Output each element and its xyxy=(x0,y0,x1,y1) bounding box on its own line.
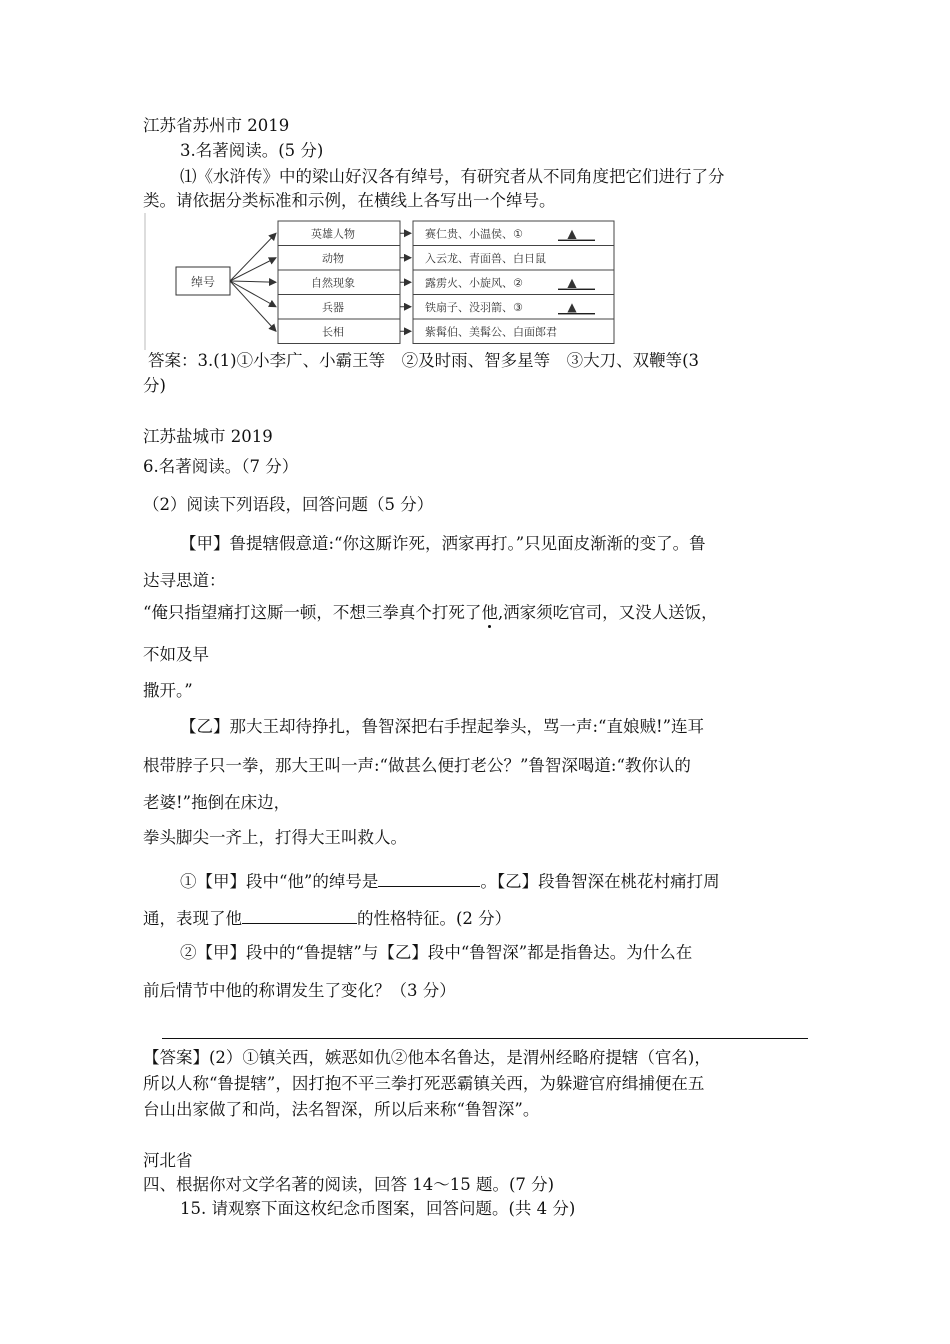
passage-jia-line-4: 不如及早 xyxy=(143,645,209,664)
example-label: 露雳火、小旋风、② xyxy=(425,276,523,290)
root-to-category-arrow xyxy=(230,233,276,281)
question-1-line-1 xyxy=(180,868,720,893)
answer-yancheng-line-2: 所以人称“鲁提辖”，因打抱不平三拳打死恶霸镇关西，为躲避官府缉捕便在五 xyxy=(143,1074,705,1093)
passage-jia-line-3 xyxy=(143,602,718,624)
example-label: 铁扇子、没羽箭、③ xyxy=(425,300,523,314)
question-1-part-b: 。【乙】段鲁智深在桃花村痛打周 xyxy=(480,872,720,891)
section-four-title: 四、根据你对文学名著的阅读，回答 14～15 题。(7 分) xyxy=(143,1175,555,1194)
passage-jia-line-5: 撒开。” xyxy=(143,681,193,700)
question-1-part-c: 通，表现了他 xyxy=(143,909,242,928)
passage-jia-line-2: 达寻思道： xyxy=(143,571,226,590)
answer-suzhou-line-1: 答案：3.(1)①小李广、小霸王等 ②及时雨、智多星等 ③大刀、双鞭等(3 xyxy=(148,351,700,370)
passage-yi-line-3: 老婆!”拖倒在床边， xyxy=(143,793,291,812)
answer-yancheng-line-3: 台山出家做了和尚，法名智深，所以后来称“鲁智深”。 xyxy=(143,1100,540,1119)
category-label: 动物 xyxy=(322,251,344,265)
root-to-category-arrow xyxy=(230,281,276,307)
blank-marker-icon: ▲ xyxy=(567,226,577,241)
category-label: 兵器 xyxy=(322,300,344,314)
passage-yi-line-2: 根带脖子只一拳，那大王叫一声:“做甚么便打老公？”鲁智深喝道:“教你认的 xyxy=(143,756,691,775)
example-label: 赛仁贵、小温侯、① xyxy=(425,227,523,241)
question-title-6: 6.名著阅读。（7 分） xyxy=(143,457,299,476)
root-to-category-arrow xyxy=(230,281,276,331)
question-1-line-2 xyxy=(143,905,511,930)
category-label: 自然现象 xyxy=(311,276,355,290)
question-1-part-a: ①【甲】段中“他”的绰号是 xyxy=(180,872,379,891)
example-label: 紫髯伯、美髯公、白面郎君 xyxy=(425,325,557,339)
passage-jia-line-3-c: ,洒家须吃官司，又没人送饭， xyxy=(497,603,718,622)
question-2-line-1: ②【甲】段中的“鲁提辖”与【乙】段中“鲁智深”都是指鲁达。为什么在 xyxy=(180,943,693,962)
blank-marker-icon: ▲ xyxy=(567,275,577,290)
category-label: 英雄人物 xyxy=(311,227,355,241)
diagram-root-label: 绰号 xyxy=(190,275,216,289)
passage-yi-line-1: 【乙】那大王却待挣扎，鲁智深把右手捏起拳头，骂一声:“直娘贼!”连耳 xyxy=(180,717,705,736)
emphasized-word-he: 他 xyxy=(481,603,498,622)
diagram-category-group xyxy=(230,221,614,344)
question-text-line-1: ⑴《水浒传》中的梁山好汉各有绰号，有研究者从不同角度把它们进行了分 xyxy=(180,167,725,186)
answer-blank-1[interactable] xyxy=(378,868,480,887)
category-label: 长相 xyxy=(322,325,344,339)
passage-jia-line-1: 【甲】鲁提辖假意道:“你这厮诈死，洒家再打。”只见面皮渐渐的变了。鲁 xyxy=(180,534,706,553)
source-yancheng: 江苏盐城市 2019 xyxy=(143,427,273,446)
passage-yi-line-4: 拳头脚尖一齐上，打得大王叫救人。 xyxy=(143,828,407,847)
question-text-line-2: 类。请依据分类标准和示例，在横线上各写出一个绰号。 xyxy=(143,191,556,210)
blank-marker-icon: ▲ xyxy=(567,299,577,314)
nickname-classification-diagram xyxy=(143,213,629,350)
sub-question-title: （2）阅读下列语段，回答问题（5 分） xyxy=(143,495,434,514)
answer-suzhou-line-2: 分) xyxy=(143,376,166,395)
root-to-category-arrow xyxy=(230,258,276,281)
source-suzhou: 江苏省苏州市 2019 xyxy=(143,116,290,135)
root-to-category-arrow xyxy=(230,281,276,282)
answer-yancheng-line-1: 【答案】(2）①镇关西，嫉恶如仇②他本名鲁达，是渭州经略府提辖（官名)， xyxy=(143,1048,711,1067)
question-title-3: 3.名著阅读。(5 分) xyxy=(180,141,324,160)
answer-line[interactable] xyxy=(162,1038,808,1039)
passage-jia-line-3-a: “俺只指望痛打这厮一顿，不想三拳真个打死了 xyxy=(143,603,482,622)
question-15: 15. 请观察下面这枚纪念币图案，回答问题。(共 4 分) xyxy=(180,1199,576,1218)
question-2-line-2: 前后情节中他的称谓发生了变化？（3 分） xyxy=(143,981,456,1000)
source-hebei: 河北省 xyxy=(143,1151,193,1170)
example-label: 入云龙、青面兽、白日鼠 xyxy=(425,251,546,265)
answer-blank-2[interactable] xyxy=(242,905,357,924)
question-1-part-d: 的性格特征。(2 分） xyxy=(357,909,512,928)
